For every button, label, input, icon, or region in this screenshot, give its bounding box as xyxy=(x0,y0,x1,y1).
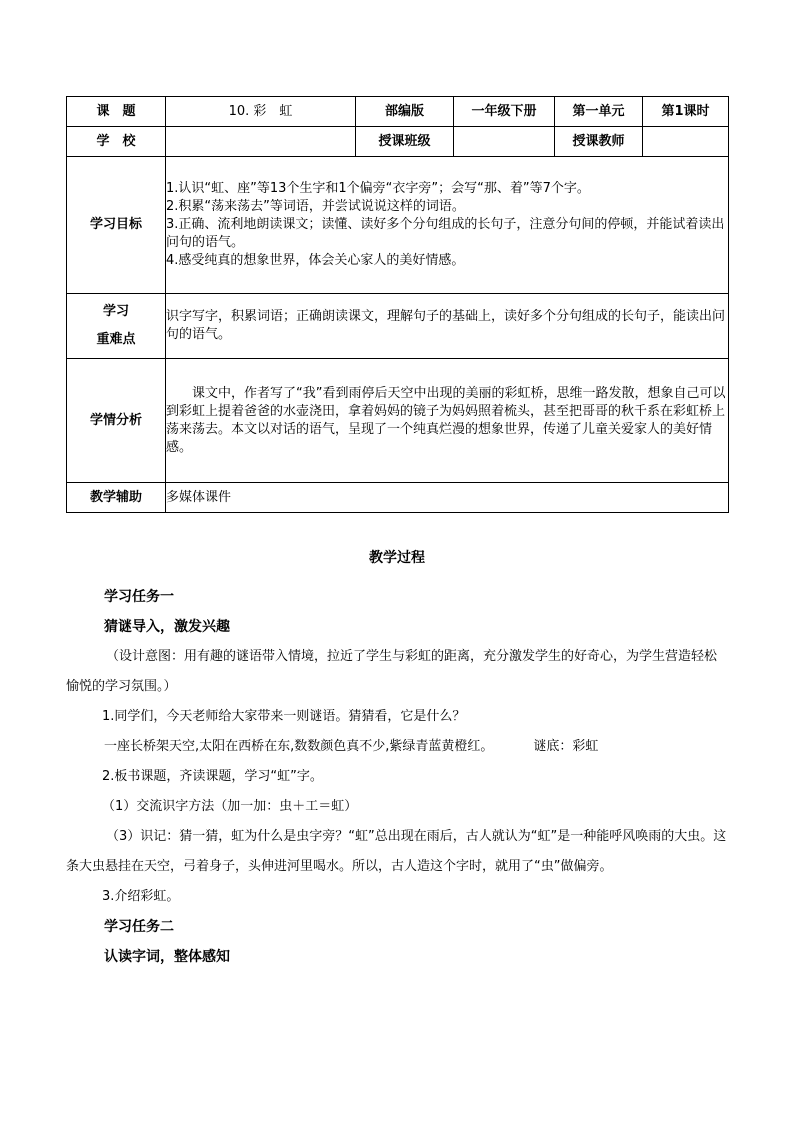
table-row xyxy=(67,157,729,294)
difficulty-label-line1: 学习 xyxy=(102,304,129,319)
analysis-content xyxy=(166,359,729,483)
table-row xyxy=(67,294,729,359)
aids-content: 多媒体课件 xyxy=(166,483,729,513)
table-row xyxy=(67,97,729,127)
task1-subtitle: 猜谜导入，激发兴趣 xyxy=(104,619,230,635)
goal-item: 2.积累“荡来荡去”等词语，并尝试说说这样的词语。 xyxy=(166,199,465,214)
lesson-title: 10. 彩 虹 xyxy=(166,97,356,127)
task2-subtitle: 认读字词，整体感知 xyxy=(104,949,230,965)
riddle-line xyxy=(66,732,728,762)
analysis-label: 学情分析 xyxy=(67,359,166,483)
edition: 部编版 xyxy=(356,97,454,127)
process-title: 教学过程 xyxy=(369,550,425,566)
class-label: 授课班级 xyxy=(356,127,454,157)
lesson-info-table xyxy=(66,96,729,513)
lesson-label: 课 题 xyxy=(67,97,166,127)
design-intent: （设计意图：用有趣的谜语带入情境，拉近了学生与彩虹的距离，充分激发学生的好奇心，为学生营造轻松愉悦的学习氛围。） xyxy=(66,649,718,694)
step2: 2.板书课题，齐读课题，学习“虹”字。 xyxy=(102,769,323,784)
difficulty-content xyxy=(166,294,729,359)
step3: 3.介绍彩虹。 xyxy=(102,889,180,904)
school-label: 学 校 xyxy=(67,127,166,157)
goals-content xyxy=(166,157,729,294)
class-value xyxy=(454,127,555,157)
table-row xyxy=(67,483,729,513)
difficulty-label-line2: 重难点 xyxy=(96,332,136,347)
teacher-value xyxy=(643,127,729,157)
riddle-text: 一座长桥架天空,太阳在西桥在东,数数颜色真不少,紫绿青蓝黄橙红。 xyxy=(104,739,494,754)
difficulty-text: 识字写字，积累词语；正确朗读课文，理解句子的基础上，读好多个分句组成的长句子，能读出问句的语气。 xyxy=(166,309,726,342)
period: 第1课时 xyxy=(643,97,729,127)
goal-item: 1.认识“虹、座”等13个生字和1个偏旁“衣字旁”；会写“那、着”等7个字。 xyxy=(166,181,590,196)
school-value xyxy=(166,127,356,157)
riddle-answer: 谜底：彩虹 xyxy=(533,739,599,754)
analysis-text: 课文中，作者写了“我”看到雨停后天空中出现的美丽的彩虹桥，思维一路发散，想象自己可以到彩虹上提着爸爸的水壶浇田，拿着妈妈的镜子为妈妈照着梳头，甚至把哥哥的秋千系在彩虹桥上荡来荡去。本文以对话的语气，呈现了一个纯真烂漫的想象世界，传递了儿童关爱家人的美好情感。 xyxy=(166,385,726,455)
teaching-process xyxy=(66,548,728,972)
table-row xyxy=(67,359,729,483)
task2-title: 学习任务二 xyxy=(104,919,174,935)
task1-title: 学习任务一 xyxy=(104,589,174,605)
table-row xyxy=(67,127,729,157)
sub-step3: （3）识记：猜一猜，虹为什么是虫字旁？“虹”总出现在雨后，古人就认为“虹”是一种能呼风唤雨的大虫。这条大虫悬挂在天空，弓着身子，头伸进河里喝水。所以，古人造这个字时，就用了“虫”做偏旁。 xyxy=(66,829,727,874)
goals-label: 学习目标 xyxy=(67,157,166,294)
sub-step1: （1）交流识字方法（加一加：虫＋工＝虹） xyxy=(102,799,358,814)
aids-label: 教学辅助 xyxy=(67,483,166,513)
grade: 一年级下册 xyxy=(454,97,555,127)
difficulty-label xyxy=(67,294,166,359)
goal-item: 4.感受纯真的想象世界，体会关心家人的美好情感。 xyxy=(166,253,465,268)
teacher-label: 授课教师 xyxy=(555,127,643,157)
step1: 1.同学们，今天老师给大家带来一则谜语。猜猜看，它是什么？ xyxy=(102,709,466,724)
unit: 第一单元 xyxy=(555,97,643,127)
goal-item: 3.正确、流利地朗读课文；读懂、读好多个分句组成的长句子，注意分句间的停顿，并能试着读出问句的语气。 xyxy=(166,217,725,250)
